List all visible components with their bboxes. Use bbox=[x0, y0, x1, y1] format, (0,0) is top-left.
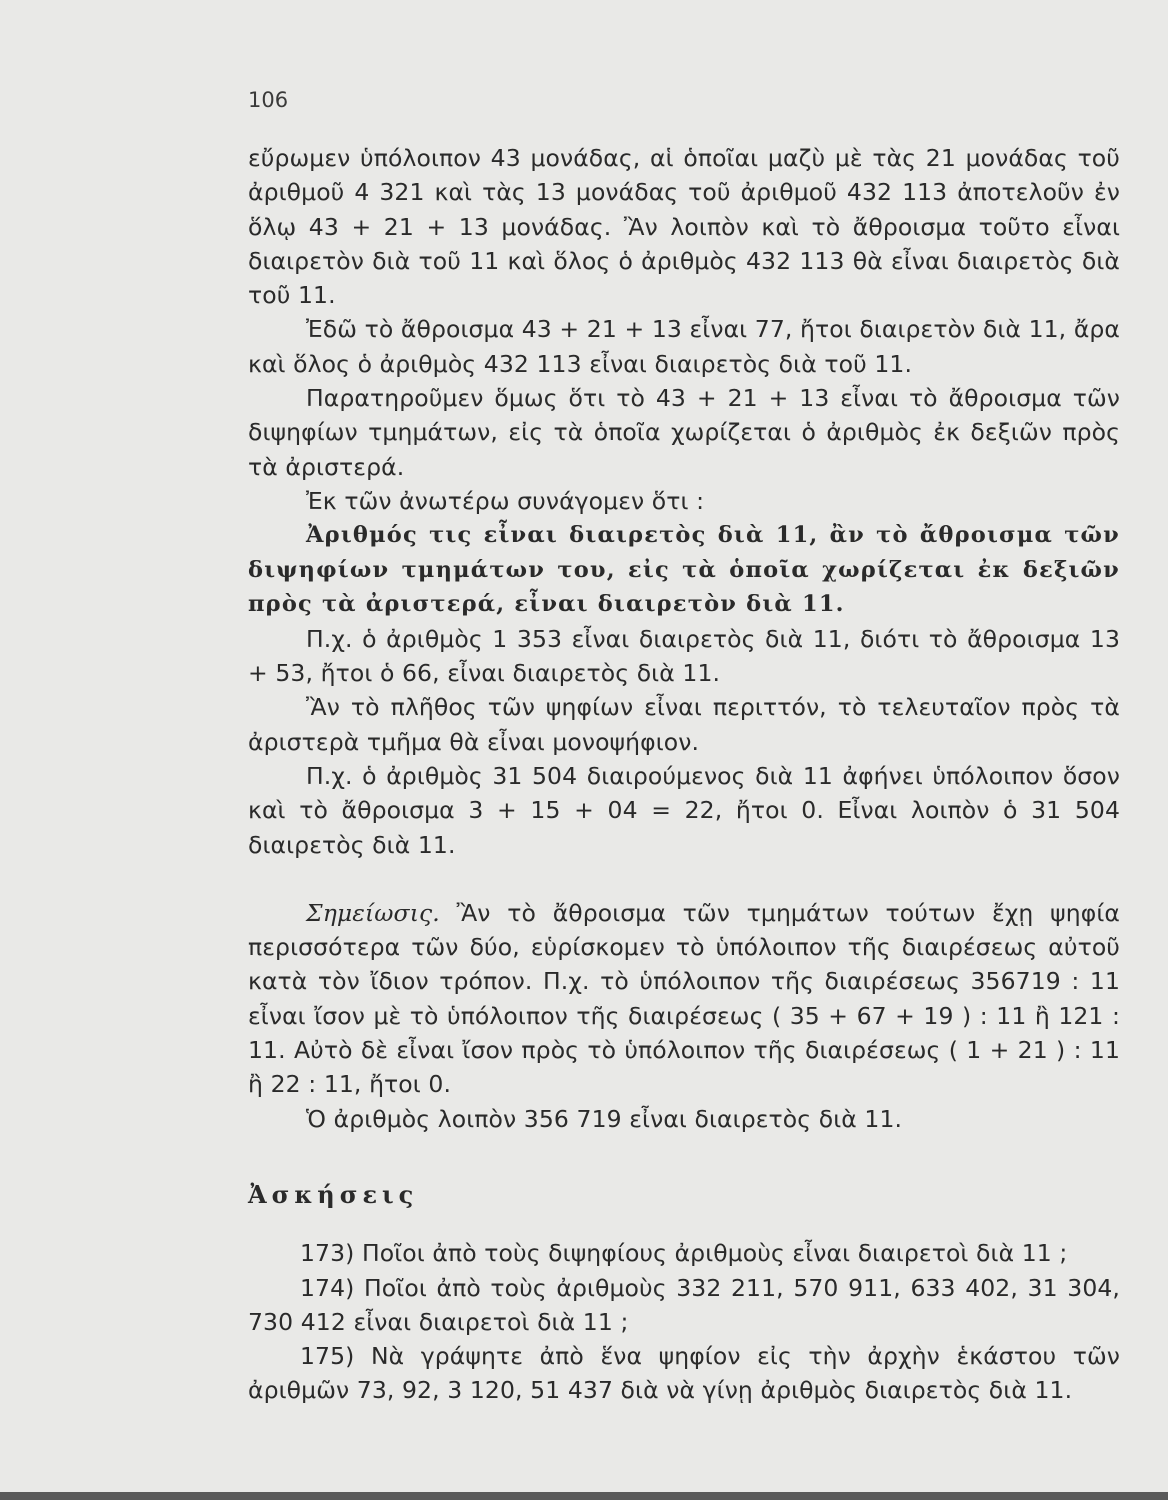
note-paragraph bbox=[248, 896, 1120, 1102]
paragraph-example-sum: Ἐδῶ τὸ ἄθροισμα 43 + 21 + 13 εἶναι 77, ἤτοι διαιρετὸν διὰ 11, ἄρα καὶ ὅλος ὁ ἀριθμὸς 432 113 εἶναι διαιρετὸς διὰ τοῦ 11. bbox=[248, 315, 1121, 378]
divisibility-rule: Ἀριθμός τις εἶναι διαιρετὸς διὰ 11, ἂν τὸ ἄθροισμα τῶν διψηφίων τμημάτων του, εἰς τὰ ὁποῖα χωρίζεται ἐκ δεξιῶν πρὸς τὰ ἀριστερά, εἶναι διαιρετὸν διὰ 11. bbox=[248, 522, 1120, 618]
paragraph-example-1353: Π.χ. ὁ ἀριθμὸς 1 353 εἶναι διαιρετὸς διὰ 11, διότι τὸ ἄθροισμα 13 + 53, ἤτοι ὁ 66, εἶναι διαιρετὸς διὰ 11. bbox=[248, 624, 1120, 688]
paragraph-observation: Παρατηροῦμεν ὅμως ὅτι τὸ 43 + 21 + 13 εἶναι τὸ ἄθροισμα τῶν διψηφίων τμημάτων, εἰς τὰ ὁποῖα χωρίζεται ὁ ἀριθμὸς ἐκ δεξιῶν πρὸς τὰ ἀριστερά. bbox=[248, 384, 1120, 481]
note-text: Ἂν τὸ ἄθροισμα τῶν τμημάτων τούτων ἔχῃ ψηφία περισσότερα τῶν δύο, εὑρίσκομεν τὸ ὑπόλοιπον τῆς διαιρέσεως αὐτοῦ κατὰ τὸν ἴδιον τρόπον. Π.χ. τὸ ὑπόλοιπον τῆς διαιρέσεως 356719 : 11 εἶναι ἴσον μὲ τὸ ὑπόλοιπον τῆς διαιρέσεως ( 35 + 67 + 19 ) : 11 ἢ 121 : 11. Αὐτὸ δὲ εἶναι ἴσον πρὸς τὸ ὑπόλοιπον τῆς διαιρέσεως ( 1 + 21 ) : 11 ἢ 22 : 11, ἤτοι 0. bbox=[248, 898, 1120, 1099]
exercises-heading: Ἀσκήσεις bbox=[248, 1179, 419, 1209]
page-number: 106 bbox=[248, 88, 289, 112]
paragraph-continuation: εὔρωμεν ὑπόλοιπον 43 μονάδας, αἱ ὁποῖαι μαζὺ μὲ τὰς 21 μονάδας τοῦ ἀριθμοῦ 4 321 καὶ τὰς 13 μονάδας τοῦ ἀριθμοῦ 432 113 ἀποτελοῦν ἐν ὅλῳ 43 + 21 + 13 μονάδας. Ἂν λοιπὸν καὶ τὸ ἄθροισμα τοῦτο εἶναι διαιρετὸν διὰ τοῦ 11 καὶ ὅλος ὁ ἀριθμὸς 432 113 θὰ εἶναι διαιρετὸς διὰ τοῦ 11. bbox=[248, 144, 1120, 310]
page-body bbox=[248, 141, 1120, 1408]
paragraph-conclusion-intro: Ἐκ τῶν ἀνωτέρω συνάγομεν ὅτι : bbox=[306, 486, 705, 515]
paragraph-example-31504: Π.χ. ὁ ἀριθμὸς 31 504 διαιρούμενος διὰ 11 ἀφήνει ὑπόλοιπον ὅσον καὶ τὸ ἄθροισμα 3 + 15 + 04 = 22, ἤτοι 0. Εἶναι λοιπὸν ὁ 31 504 διαιρετὸς διὰ 11. bbox=[248, 761, 1120, 859]
paragraph-odd-digits: Ἂν τὸ πλῆθος τῶν ψηφίων εἶναι περιττόν, τὸ τελευταῖον πρὸς τὰ ἀριστερὰ τμῆμα θὰ εἶναι μονοψήφιον. bbox=[248, 693, 1120, 756]
note-conclusion: Ὁ ἀριθμὸς λοιπὸν 356 719 εἶναι διαιρετὸς διὰ 11. bbox=[306, 1104, 903, 1133]
exercise-item: 175) Νὰ γράψητε ἀπὸ ἕνα ψηφίον εἰς τὴν ἀρχὴν ἑκάστου τῶν ἀριθμῶν 73, 92, 3 120, 51 437 διὰ νὰ γίνῃ ἀριθμὸς διαιρετὸς διὰ 11. bbox=[248, 1342, 1120, 1405]
note-label: Σημείωσις. bbox=[306, 898, 440, 927]
exercise-item: 174) Ποῖοι ἀπὸ τοὺς ἀριθμοὺς 332 211, 570 911, 633 402, 31 304, 730 412 εἶναι διαιρετοὶ διὰ 11 ; bbox=[248, 1273, 1120, 1336]
exercise-item: 173) Ποῖοι ἀπὸ τοὺς διψηφίους ἀριθμοὺς εἶναι διαιρετοὶ διὰ 11 ; bbox=[300, 1239, 1068, 1268]
scan-edge bbox=[0, 1492, 1168, 1500]
